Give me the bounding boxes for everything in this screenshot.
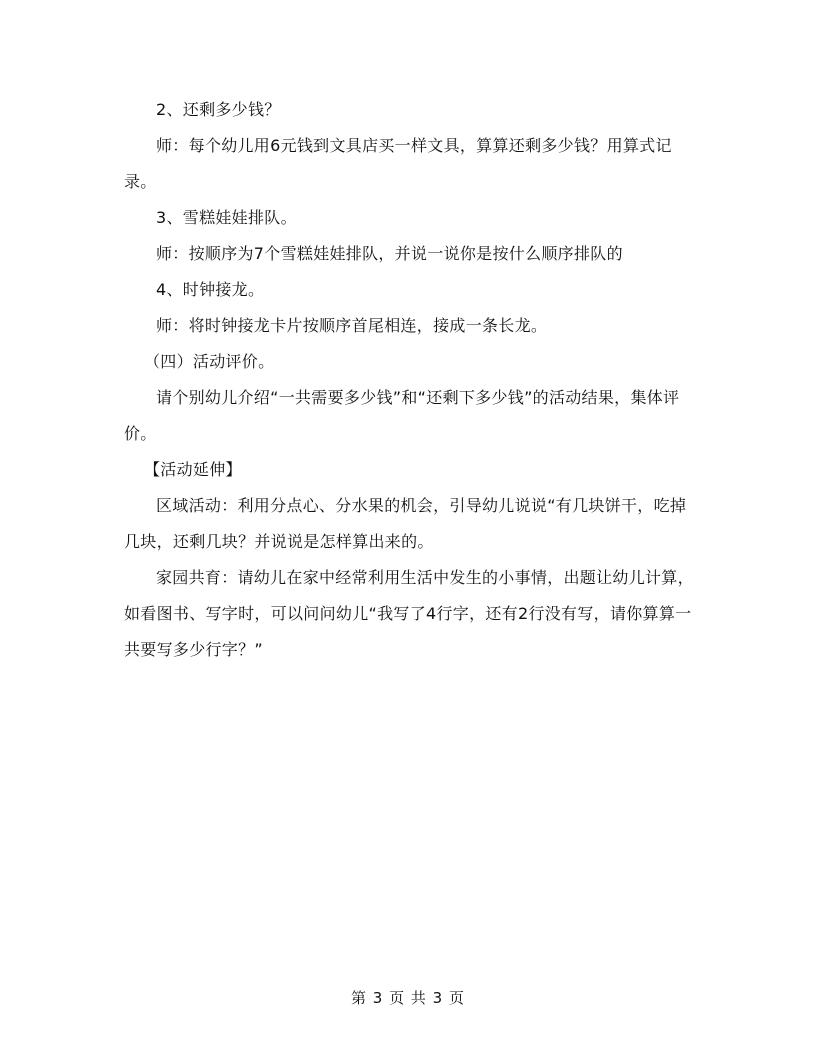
- paragraph-remaining-money-task: 师：每个幼儿用6元钱到文具店买一样文具，算算还剩多少钱？用算式记录。: [124, 136, 672, 191]
- subheading-clock-chain: 4、时钟接龙。: [156, 280, 265, 299]
- subheading-remaining-money: 2、还剩多少钱？: [156, 100, 281, 119]
- paragraph-home-school: 家园共育：请幼儿在家中经常利用生活中发生的小事情，出题让幼儿计算，如看图书、写字时，可以问问幼儿“我写了4行字，还有2行没有写，请你算算一共要写多少行字？”: [124, 568, 694, 659]
- subheading-popsicle-queue: 3、雪糕娃娃排队。: [156, 208, 297, 227]
- paragraph-evaluation: 请个别幼儿介绍“一共需要多少钱”和“还剩下多少钱”的活动结果，集体评价。: [124, 388, 680, 443]
- paragraph-area-activity: 区域活动：利用分点心、分水果的机会，引导幼儿说说“有几块饼干，吃掉几块，还剩几块？并说说是怎样算出来的。: [124, 496, 687, 551]
- page-number-footer: 第 3 页 共 3 页: [351, 989, 465, 1007]
- document-body: [124, 92, 696, 668]
- paragraph-popsicle-queue-task: 师：按顺序为7个雪糕娃娃排队，并说一说你是按什么顺序排队的: [156, 244, 623, 263]
- section-heading-extension: 【活动延伸】: [144, 460, 242, 479]
- paragraph-clock-chain-task: 师：将时钟接龙卡片按顺序首尾相连，接成一条长龙。: [156, 316, 548, 335]
- section-heading-evaluation: （四）活动评价。: [144, 352, 275, 371]
